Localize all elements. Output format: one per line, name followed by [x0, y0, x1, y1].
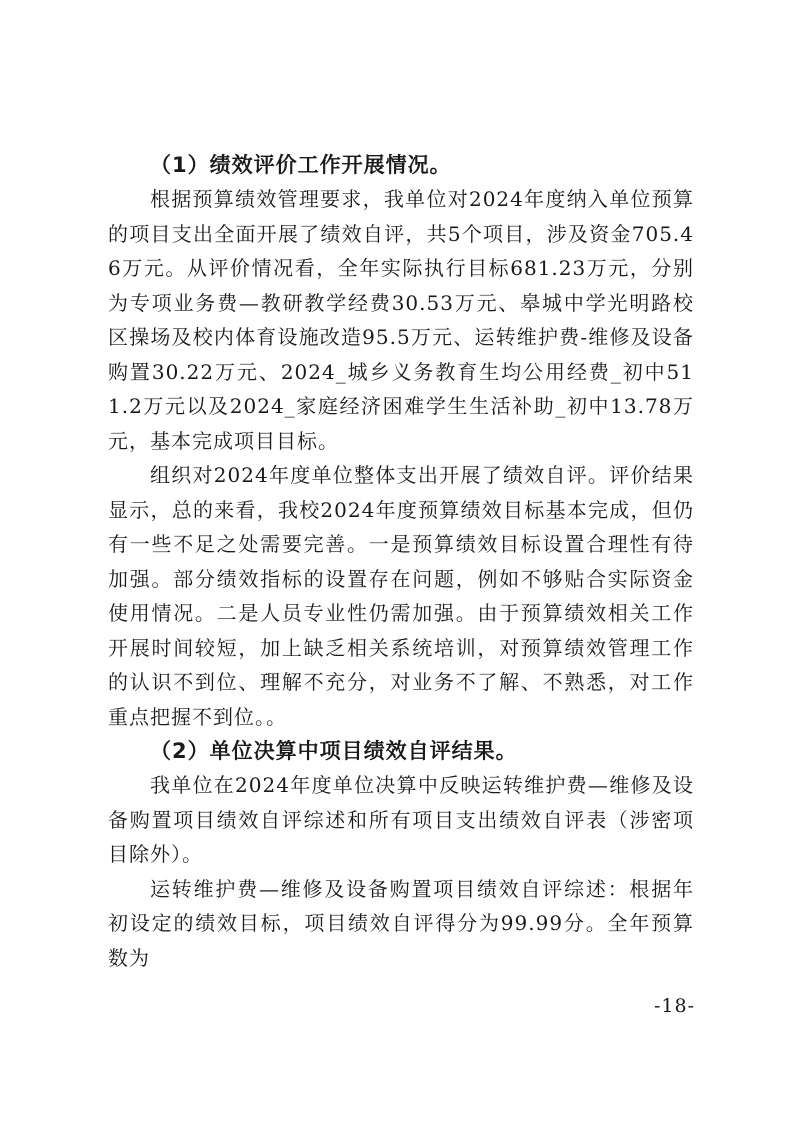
paragraph-3: 我单位在2024年度单位决算中反映运转维护费—维修及设备购置项目绩效自评综述和所有项目支出绩效自评表（涉密项目除外）。 — [108, 773, 694, 866]
paragraph-2: 组织对2024年度单位整体支出开展了绩效自评。评价结果显示，总的来看，我校2024年度预算绩效目标基本完成，但仍有一些不足之处需要完善。一是预算绩效目标设置合理性有待加强。部分绩效指标的设置存在问题，例如不够贴合实际资金使用情况。二是人员专业性仍需加强。由于预算绩效相关工作开展时间较短，加上缺乏相关系统培训，对预算绩效管理工作的认识不到位、理解不充分，对业务不了解、不熟悉，对工作重点把握不到位。。 — [108, 463, 694, 729]
paragraph-1: 根据预算绩效管理要求，我单位对2024年度纳入单位预算的项目支出全面开展了绩效自评，共5个项目，涉及资金705.46万元。从评价情况看，全年实际执行目标681.23万元，分别为专项业务费—教研教学经费30.53万元、皋城中学光明路校区操场及校内体育设施改造95.5万元、运转维护费-维修及设备购置30.22万元、2024_城乡义务教育生均公用经费_初中511.2万元以及2024_家庭经济困难学生生活补助_初中13.78万元，基本完成项目目标。 — [108, 187, 694, 453]
document-page — [108, 148, 694, 975]
paragraph-4: 运转维护费—维修及设备购置项目绩效自评综述：根据年初设定的绩效目标，项目绩效自评得分为99.99分。全年预算数为 — [108, 876, 694, 970]
page-number: -18- — [654, 995, 696, 1017]
section-heading-2: （2）单位决算中项目绩效自评结果。 — [150, 739, 518, 763]
section-heading-1: （1）绩效评价工作开展情况。 — [150, 153, 452, 177]
